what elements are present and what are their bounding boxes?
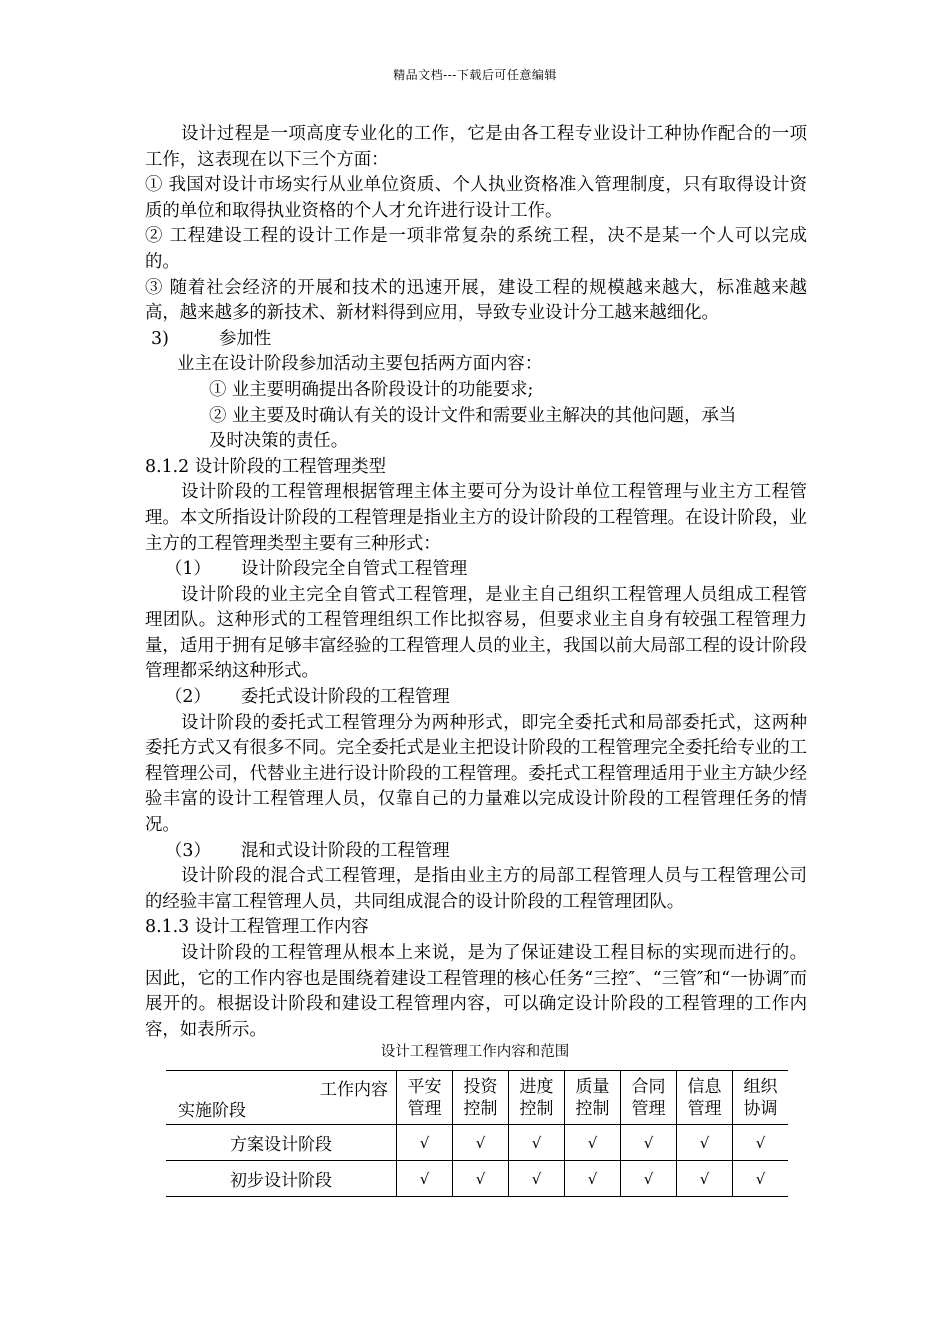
check-cell: √ (509, 1161, 565, 1197)
list-item-line: 及时决策的责任。 (209, 431, 349, 452)
section-heading: 8.1.3 设计工程管理工作内容 (145, 917, 369, 938)
header-stage: 实施阶段 (178, 1101, 246, 1121)
list-item: ③ 随着社会经济的开展和技术的迅速开展，建设工程的规模越来越大，标准越来越高，越来越多的新技术、新材料得到应用，导致专业设计分工越来越细化。 (145, 277, 807, 324)
list-item: ① 业主要明确提出各阶段设计的功能要求; (209, 379, 534, 400)
subheading (145, 327, 807, 353)
paragraph: 业主在设计阶段参加活动主要包括两方面内容： (177, 354, 543, 375)
section-heading: 8.1.2 设计阶段的工程管理类型 (145, 456, 387, 477)
subheading-number: （3） (165, 840, 211, 861)
page-header: 精品文档---下载后可任意编辑 (393, 68, 557, 82)
paragraph: 设计阶段的混合式工程管理，是指由业主方的局部工程管理人员与工程管理公司的经验丰富工程管理人员，共同组成混合的设计阶段的工程管理团队。 (145, 866, 807, 912)
subheading-number: 3) (151, 328, 169, 349)
paragraph: 设计过程是一项高度专业化的工作，它是由各工程专业设计工种协作配合的一项工作，这表现在以下三个方面： (145, 124, 807, 170)
table-row (166, 1161, 788, 1197)
stage-cell: 方案设计阶段 (166, 1125, 397, 1161)
subheading-title: 委托式设计阶段的工程管理 (241, 687, 450, 708)
check-cell: √ (565, 1125, 621, 1161)
header-work-content: 工作内容 (320, 1080, 388, 1100)
stage-cell: 初步设计阶段 (166, 1161, 397, 1197)
column-header: 投资 控制 (453, 1071, 509, 1125)
diagonal-header-cell (166, 1071, 397, 1125)
check-cell: √ (677, 1161, 733, 1197)
subheading (145, 839, 807, 865)
list-item-line: ② 业主要及时确认有关的设计文件和需要业主解决的其他问题，承当 (209, 405, 737, 426)
subheading-title: 参加性 (219, 328, 272, 349)
check-cell: √ (397, 1125, 453, 1161)
list-item (145, 404, 807, 455)
table-row (166, 1125, 788, 1161)
paragraph: 设计阶段的工程管理根据管理主体主要可分为设计单位工程管理与业主方工程管理。本文所指设计阶段的工程管理是指业主方的设计阶段的工程管理。在设计阶段，业主方的工程管理类型主要有三种形式： (145, 482, 807, 554)
check-cell: √ (733, 1125, 789, 1161)
list-item: ② 工程建设工程的设计工作是一项非常复杂的系统工程，决不是某一个人可以完成的。 (145, 226, 807, 272)
check-cell: √ (453, 1161, 509, 1197)
check-cell: √ (397, 1161, 453, 1197)
check-cell: √ (621, 1125, 677, 1161)
list-item: ① 我国对设计市场实行从业单位资质、个人执业资格准入管理制度，只有取得设计资质的单位和取得执业资格的个人才允许进行设计工作。 (145, 175, 807, 221)
check-cell: √ (509, 1125, 565, 1161)
work-content-table (166, 1070, 788, 1197)
subheading-title: 混和式设计阶段的工程管理 (241, 840, 450, 861)
document-body (145, 122, 807, 1043)
subheading (145, 685, 807, 711)
paragraph: 设计阶段的委托式工程管理分为两种形式，即完全委托式和局部委托式，这两种委托方式又有很多不同。完全委托式是业主把设计阶段的工程管理完全委托给专业的工程管理公司，代替业主进行设计阶段的工程管理。委托式工程管理适用于业主方缺少经验丰富的设计工程管理人员，仅靠自己的力量难以完成设计阶段的工程管理任务的情况。 (145, 712, 807, 836)
column-header: 合同 管理 (621, 1071, 677, 1125)
subheading (145, 557, 807, 583)
column-header: 平安 管理 (397, 1071, 453, 1125)
check-cell: √ (565, 1161, 621, 1197)
column-header: 组织 协调 (733, 1071, 789, 1125)
check-cell: √ (677, 1125, 733, 1161)
subheading-title: 设计阶段完全自管式工程管理 (241, 559, 468, 580)
check-cell: √ (733, 1161, 789, 1197)
column-header: 信息 管理 (677, 1071, 733, 1125)
table-caption: 设计工程管理工作内容和范围 (380, 1044, 570, 1060)
check-cell: √ (453, 1125, 509, 1161)
column-header: 进度 控制 (509, 1071, 565, 1125)
table-header-row (166, 1071, 788, 1125)
check-cell: √ (621, 1161, 677, 1197)
subheading-number: （2） (165, 687, 211, 708)
paragraph: 设计阶段的业主完全自管式工程管理，是业主自己组织工程管理人员组成工程管理团队。这种形式的工程管理组织工作比拟容易，但要求业主自身有较强工程管理力量，适用于拥有足够丰富经验的工程管理人员的业主，我国以前大局部工程的设计阶段管理都采纳这种形式。 (145, 584, 807, 682)
subheading-number: （1） (165, 559, 211, 580)
paragraph: 设计阶段的工程管理从根本上来说，是为了保证建设工程目标的实现而进行的。因此，它的工作内容也是围绕着建设工程管理的核心任务“三控″、“三管″和“一协调″而展开的。根据设计阶段和建设工程管理内容，可以确定设计阶段的工程管理的工作内容，如表所示。 (145, 943, 807, 1040)
column-header: 质量 控制 (565, 1071, 621, 1125)
